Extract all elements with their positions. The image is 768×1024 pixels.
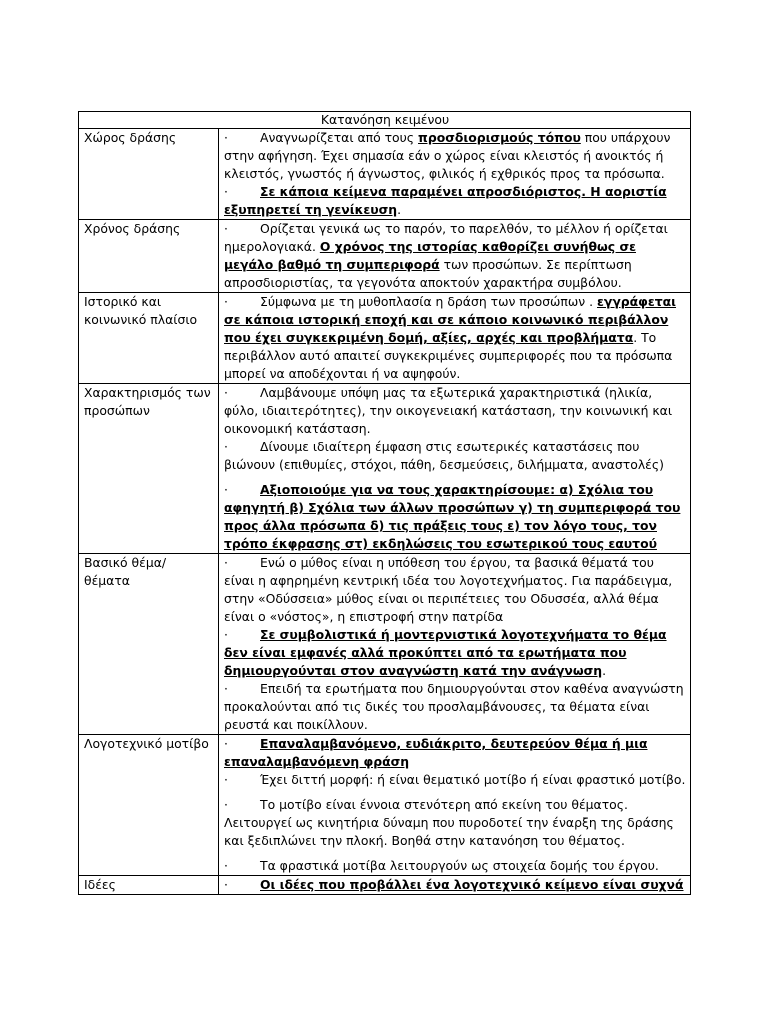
body-text: Αναγνωρίζεται από τους bbox=[260, 130, 419, 145]
row-content bbox=[219, 220, 691, 293]
body-text: Τα φραστικά μοτίβα λειτουργούν ως στοιχεία δομής του έργου. bbox=[260, 858, 659, 873]
bullet-paragraph bbox=[224, 384, 686, 438]
emphasis-text: Σε κάποια κείμενα παραμένει απροσδιόριστος. Η αοριστία εξυπηρετεί τη γενίκευση bbox=[224, 184, 667, 217]
table-row bbox=[79, 220, 691, 293]
bullet-paragraph bbox=[224, 481, 686, 553]
row-content bbox=[219, 554, 691, 735]
bullet-paragraph bbox=[224, 626, 686, 680]
bullet-icon: · bbox=[224, 627, 228, 642]
bullet-icon: · bbox=[224, 736, 228, 751]
bullet-paragraph bbox=[224, 771, 686, 789]
bullet-icon: · bbox=[224, 221, 228, 236]
row-content bbox=[219, 735, 691, 876]
body-text: Λαμβάνουμε υπόψη μας τα εξωτερικά χαρακτηριστικά (ηλικία, φύλο, ιδιαιτερότητες), την οικογενειακή κατάσταση, την κοινωνική και οικονομική κατάσταση. bbox=[224, 385, 673, 436]
body-text: Ενώ ο μύθος είναι η υπόθεση του έργου, τα βασικά θέματά του είναι η αφηρημένη κεντρική ιδέα του λογοτεχνήματος. Για παράδειγμα, στην «Οδύσσεια» μύθος είναι οι περιπέτειες του Οδυσσέα, αλλά θέμα είναι ο «νόστος», η επιστροφή στην πατρίδα bbox=[224, 555, 673, 624]
row-content bbox=[219, 876, 691, 895]
bullet-icon: · bbox=[224, 482, 228, 497]
row-label: Ιδέες bbox=[79, 876, 219, 895]
bullet-icon: · bbox=[224, 385, 228, 400]
bullet-paragraph bbox=[224, 129, 686, 183]
bullet-paragraph bbox=[224, 554, 686, 626]
bullet-paragraph bbox=[224, 183, 686, 219]
body-text: Ορίζεται γενικά ως το παρόν, το παρελθόν, το μέλλον ή ορίζεται ημερολογιακά. bbox=[224, 221, 668, 254]
bullet-icon: · bbox=[224, 439, 228, 454]
bullet-icon: · bbox=[224, 555, 228, 570]
bullet-paragraph bbox=[224, 438, 686, 474]
table-row bbox=[79, 293, 691, 384]
row-label: Χώρος δράσης bbox=[79, 129, 219, 220]
body-text: . bbox=[397, 202, 402, 217]
row-content bbox=[219, 293, 691, 384]
table-title: Κατανόηση κειμένου bbox=[79, 112, 691, 129]
body-text: Δίνουμε ιδιαίτερη έμφαση στις εσωτερικές καταστάσεις που βιώνουν (επιθυμίες, στόχοι, πάθη, δεσμεύσεις, διλήμματα, αναστολές) bbox=[224, 439, 664, 472]
bullet-icon: · bbox=[224, 294, 228, 309]
body-text: Σύμφωνα με τη μυθοπλασία η δράση των προσώπων . bbox=[260, 294, 598, 309]
row-label: Λογοτεχνικό μοτίβο bbox=[79, 735, 219, 876]
table-row bbox=[79, 735, 691, 876]
bullet-icon: · bbox=[224, 130, 228, 145]
body-text: Έχει διττή μορφή: ή είναι θεματικό μοτίβο ή είναι φραστικό μοτίβο. bbox=[260, 772, 686, 787]
table-row bbox=[79, 384, 691, 554]
bullet-icon: · bbox=[224, 184, 228, 199]
bullet-paragraph bbox=[224, 796, 686, 850]
row-label: Χρόνος δράσης bbox=[79, 220, 219, 293]
bullet-paragraph bbox=[224, 680, 686, 734]
emphasis-text: Σε συμβολιστικά ή μοντερνιστικά λογοτεχνήματα το θέμα δεν είναι εμφανές αλλά προκύπτει από τα ερωτήματα που δημιουργούνται στον αναγνώστη κατά την ανάγνωση bbox=[224, 627, 667, 678]
comprehension-table bbox=[78, 111, 691, 895]
body-text: των προσώπων. Σε περίπτωση απροσδιοριστίας, τα γεγονότα αποκτούν χαρακτήρα συμβόλου. bbox=[224, 257, 632, 290]
table-row bbox=[79, 554, 691, 735]
bullet-paragraph bbox=[224, 876, 686, 894]
body-text: που υπάρχουν στην αφήγηση. Έχει σημασία εάν ο χώρος είναι κλειστός ή ανοικτός ή κλειστός, γνωστός ή άγνωστος, φιλικός ή εχθρικός προς τα πρόσωπα. bbox=[224, 130, 671, 181]
bullet-icon: · bbox=[224, 772, 228, 787]
bullet-icon: · bbox=[224, 797, 228, 812]
emphasis-text: προσδιορισμούς τόπου bbox=[418, 130, 581, 145]
table-row bbox=[79, 876, 691, 895]
emphasis-text: Οι ιδέες που προβάλλει ένα λογοτεχνικό κείμενο είναι συχνά bbox=[260, 877, 684, 892]
bullet-paragraph bbox=[224, 220, 686, 292]
bullet-icon: · bbox=[224, 858, 228, 873]
emphasis-text: εγγράφεται σε κάποια ιστορική εποχή και σε κάποιο κοινωνικό περιβάλλον που έχει συγκεκριμένη δομή, αξίες, αρχές και προβλήματα bbox=[224, 294, 677, 345]
emphasis-text: Αξιοποιούμε για να τους χαρακτηρίσουμε: α) Σχόλια του αφηγητή β) Σχόλια των άλλων προσώπων γ) τη συμπεριφορά του προς άλλα πρόσωπα δ) τις πράξεις τους ε) τον λόγο τους, τον τρόπο έκφρασης στ) εκδηλώσεις του εσωτερικού τους εαυτού bbox=[224, 482, 681, 551]
emphasis-text: Ο χρόνος της ιστορίας καθορίζει συνήθως σε μεγάλο βαθμό τη συμπεριφορά bbox=[224, 239, 636, 272]
body-text: . Το περιβάλλον αυτό απαιτεί συγκεκριμένες συμπεριφορές που τα πρόσωπα μπορεί να αποδέχονται ή να αψηφούν. bbox=[224, 330, 673, 381]
bullet-paragraph bbox=[224, 293, 686, 383]
row-content bbox=[219, 384, 691, 554]
row-label: Βασικό θέμα/ θέματα bbox=[79, 554, 219, 735]
body-text: Το μοτίβο είναι έννοια στενότερη από εκείνη του θέματος. Λειτουργεί ως κινητήρια δύναμη που πυροδοτεί την έναρξη της δράσης και ξεδιπλώνει την πλοκή. Βοηθά στην κατανόηση του θέματος. bbox=[224, 797, 674, 848]
bullet-icon: · bbox=[224, 877, 228, 892]
body-text: Επειδή τα ερωτήματα που δημιουργούνται στον καθένα αναγνώστη προκαλούνται από τις δικές του προσλαμβάνουσες, τα θέματα είναι ρευστά και ποικίλλουν. bbox=[224, 681, 684, 732]
bullet-paragraph bbox=[224, 857, 686, 875]
bullet-icon: · bbox=[224, 681, 228, 696]
table-row bbox=[79, 129, 691, 220]
bullet-paragraph bbox=[224, 735, 686, 771]
table-header-row bbox=[79, 112, 691, 129]
row-label: Ιστορικό και κοινωνικό πλαίσιο bbox=[79, 293, 219, 384]
body-text: . bbox=[602, 663, 607, 678]
emphasis-text: Επαναλαμβανόμενο, ευδιάκριτο, δευτερεύον θέμα ή μια επαναλαμβανόμενη φράση bbox=[224, 736, 648, 769]
row-label: Χαρακτηρισμός των προσώπων bbox=[79, 384, 219, 554]
row-content bbox=[219, 129, 691, 220]
